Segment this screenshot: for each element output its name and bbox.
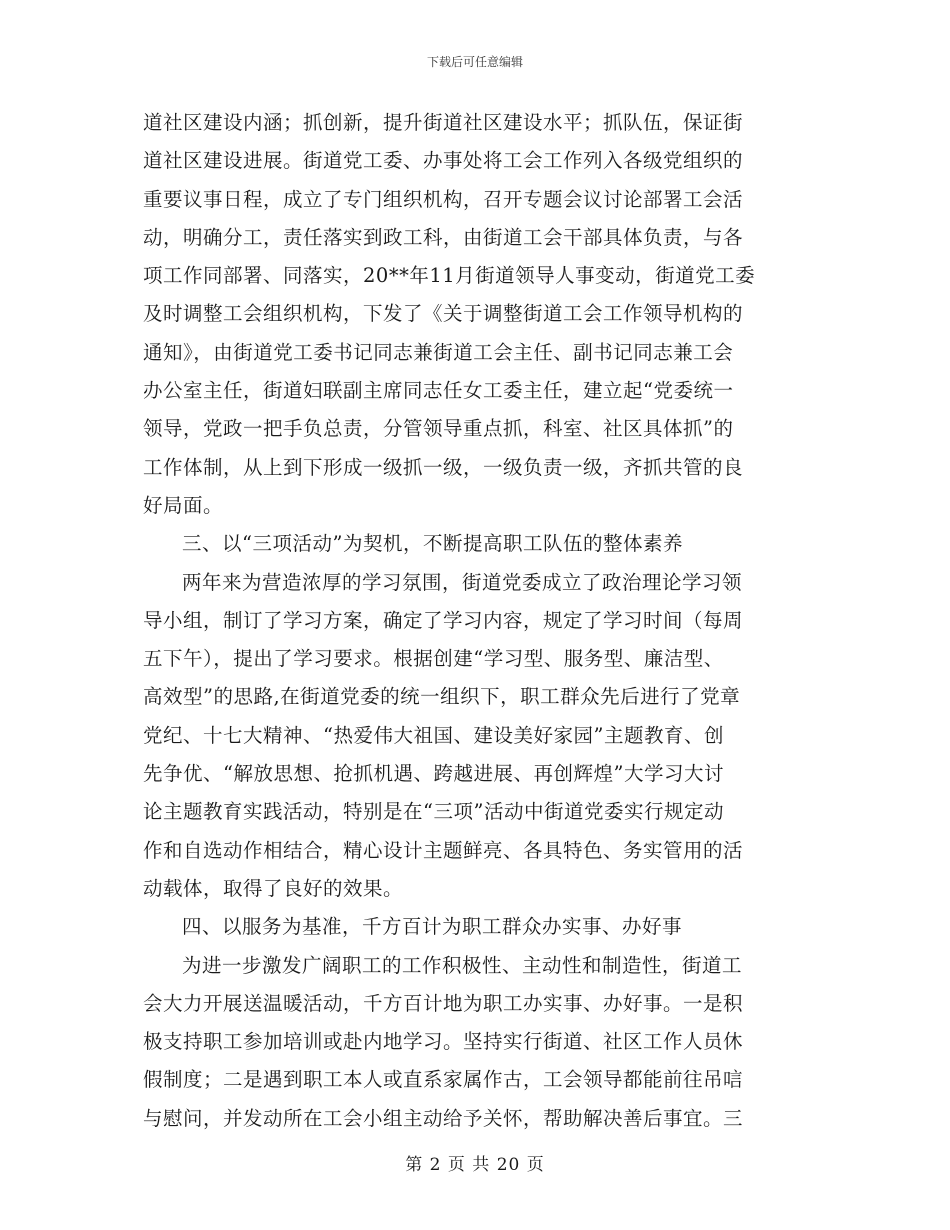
text-line: 论主题教育实践活动，特别是在“三项”活动中街道党委实行规定动 — [143, 800, 724, 824]
text-line: 两年来为营造浓厚的学习氛围，街道党委成立了政治理论学习领 — [182, 570, 743, 594]
text-line: 工作体制，从上到下形成一级抓一级，一级负责一级，齐抓共管的良 — [143, 455, 744, 479]
text-line: 领导，党政一把手负总责，分管领导重点抓，科室、社区具体抓”的 — [143, 417, 734, 441]
text-line: 通知》，由街道党工委书记同志兼街道工会主任、副书记同志兼工会 — [143, 340, 734, 364]
text-line: 动，明确分工，责任落实到政工科，由街道工会干部具体负责，与各 — [143, 225, 744, 249]
text-line: 为进一步激发广阔职工的工作积极性、主动性和制造性，街道工 — [182, 953, 743, 977]
text-line: 三、以“三项活动”为契机，不断提高职工队伍的整体素养 — [182, 532, 683, 556]
text-line: 导小组，制订了学习方案，确定了学习内容，规定了学习时间（每周 — [143, 608, 744, 632]
text-line: 会大力开展送温暖活动，千方百计地为职工办实事、办好事。一是积 — [143, 991, 744, 1015]
document-body — [143, 104, 808, 1138]
page-footer: 第 2 页 共 20 页 — [405, 1155, 545, 1175]
text-line: 极支持职工参加培训或赴内地学习。坚持实行街道、社区工作人员休 — [143, 1030, 744, 1054]
text-line: 先争优、“解放思想、抢抓机遇、跨越进展、再创辉煌”大学习大讨 — [143, 762, 724, 786]
text-line: 假制度；二是遇到职工本人或直系家属作古，工会领导都能前往吊唁 — [143, 1068, 744, 1092]
page-header-note: 下载后可任意编辑 — [426, 55, 523, 69]
text-line: 好局面。 — [143, 493, 224, 517]
text-line: 重要议事日程，成立了专门组织机构，召开专题会议讨论部署工会活 — [143, 187, 744, 211]
text-line: 项工作同部署、同落实，20**年11月街道领导人事变动，街道党工委 — [143, 264, 756, 288]
text-line: 四、以服务为基准，千方百计为职工群众办实事、办好事 — [182, 915, 683, 939]
text-line: 作和自选动作相结合，精心设计主题鲜亮、各具特色、务实管用的活 — [143, 838, 744, 862]
text-line: 办公室主任，街道妇联副主席同志任女工委主任，建立起“党委统一 — [143, 379, 734, 403]
text-line: 五下午），提出了学习要求。根据创建“学习型、服务型、廉洁型、 — [143, 647, 724, 671]
text-line: 党纪、十七大精神、“热爱伟大祖国、建设美好家园”主题教育、创 — [143, 723, 724, 747]
text-line: 及时调整工会组织机构，下发了《关于调整街道工会工作领导机构的 — [143, 302, 744, 326]
text-line: 道社区建设进展。街道党工委、办事处将工会工作列入各级党组织的 — [143, 149, 744, 173]
text-line: 与慰问，并发动所在工会小组主动给予关怀，帮助解决善后事宜。三 — [143, 1106, 744, 1130]
text-line: 道社区建设内涵；抓创新，提升街道社区建设水平；抓队伍，保证街 — [143, 111, 744, 134]
text-line: 动载体，取得了良好的效果。 — [143, 876, 404, 900]
text-line: 高效型”的思路,在街道党委的统一组织下，职工群众先后进行了党章 — [143, 685, 741, 709]
